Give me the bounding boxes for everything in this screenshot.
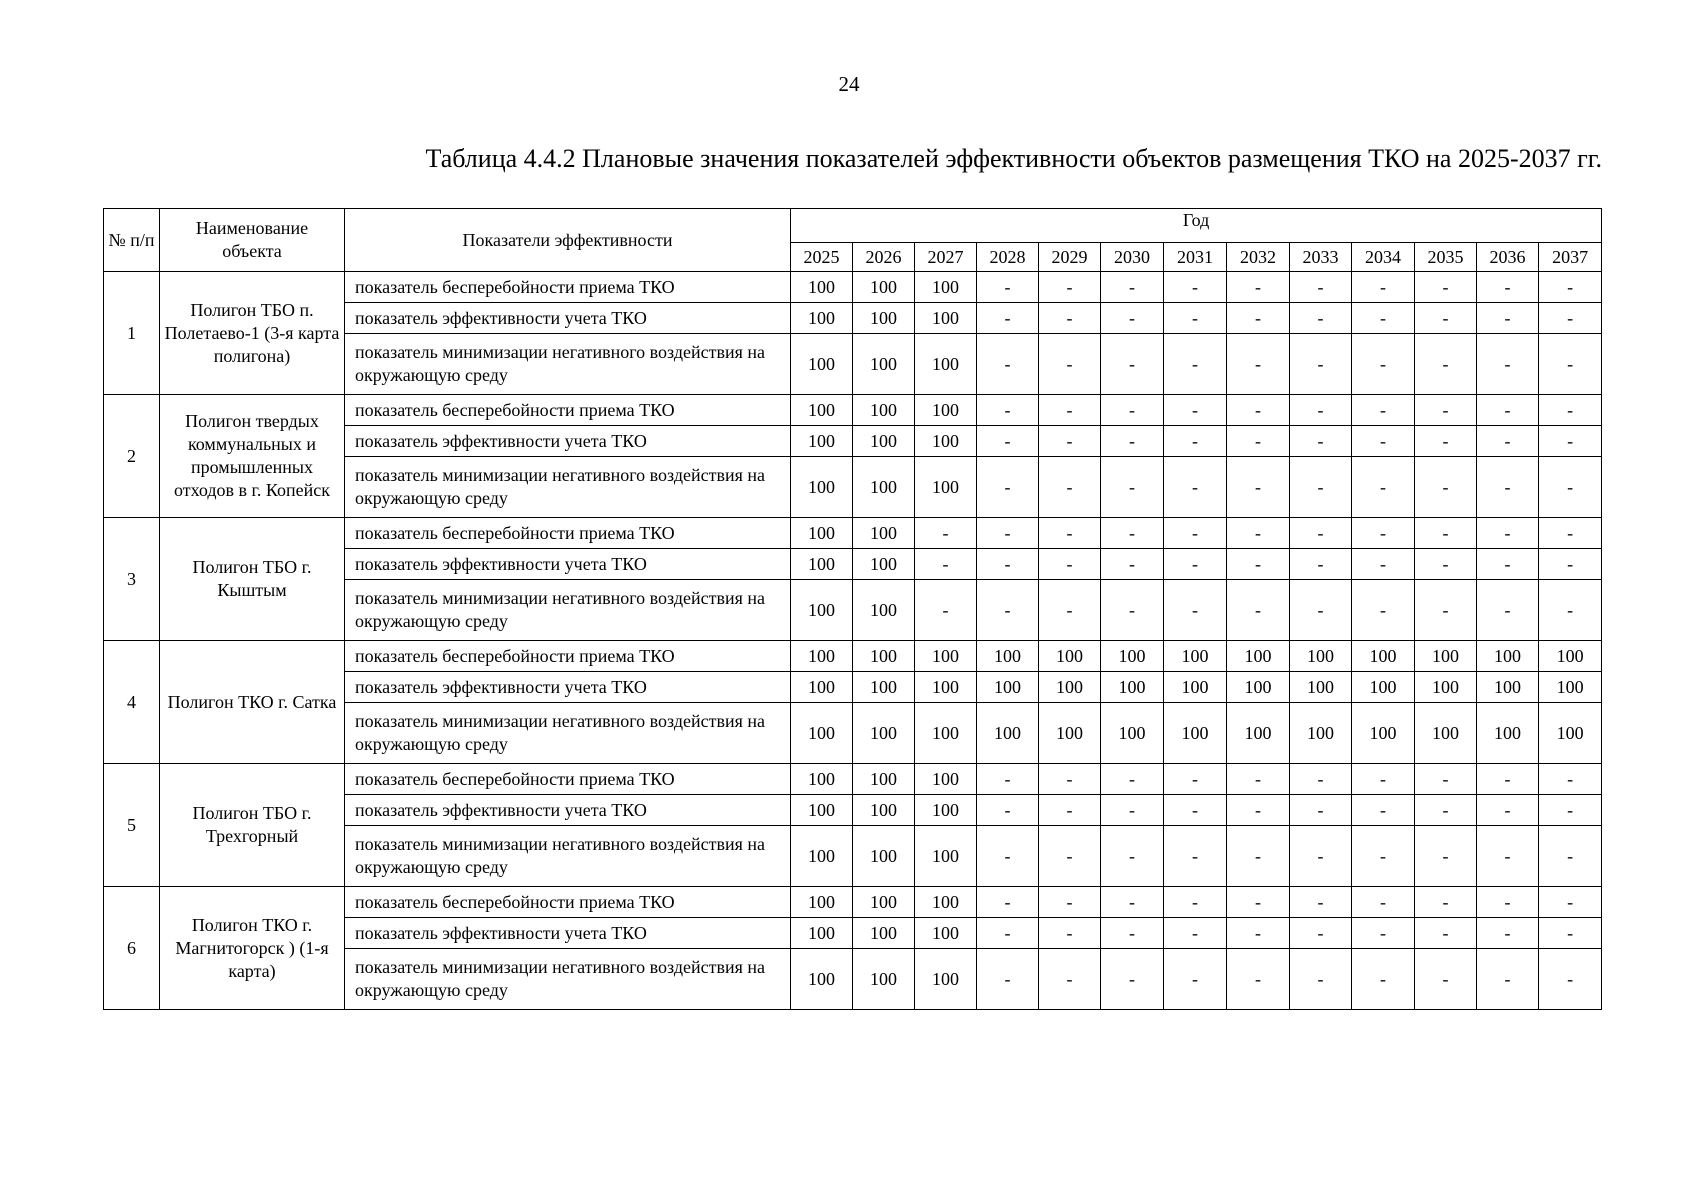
value-cell: - xyxy=(977,395,1039,426)
indicator-name: показатель эффективности учета ТКО xyxy=(345,549,791,580)
value-cell: - xyxy=(1352,426,1415,457)
value-cell: - xyxy=(1101,272,1164,303)
value-cell: 100 xyxy=(1539,641,1602,672)
indicator-name: показатель минимизации негативного воздействия на окружающую среду xyxy=(345,703,791,764)
value-cell: - xyxy=(1164,764,1227,795)
value-cell: - xyxy=(1039,518,1101,549)
value-cell: - xyxy=(1227,272,1290,303)
value-cell: - xyxy=(1477,457,1539,518)
value-cell: 100 xyxy=(915,272,977,303)
value-cell: - xyxy=(1477,795,1539,826)
value-cell: - xyxy=(1039,272,1101,303)
value-cell: 100 xyxy=(791,426,853,457)
value-cell: - xyxy=(977,887,1039,918)
table-row xyxy=(104,764,1602,795)
value-cell: - xyxy=(1164,272,1227,303)
indicator-name: показатель эффективности учета ТКО xyxy=(345,795,791,826)
value-cell: 100 xyxy=(1477,703,1539,764)
indicator-name: показатель бесперебойности приема ТКО xyxy=(345,887,791,918)
value-cell: 100 xyxy=(791,641,853,672)
value-cell: - xyxy=(1164,334,1227,395)
value-cell: - xyxy=(1164,795,1227,826)
value-cell: - xyxy=(1039,457,1101,518)
value-cell: - xyxy=(1039,580,1101,641)
value-cell: - xyxy=(977,518,1039,549)
value-cell: - xyxy=(977,457,1039,518)
value-cell: - xyxy=(1477,764,1539,795)
indicator-name: показатель бесперебойности приема ТКО xyxy=(345,641,791,672)
value-cell: 100 xyxy=(1164,672,1227,703)
value-cell: 100 xyxy=(853,703,915,764)
value-cell: - xyxy=(1477,549,1539,580)
value-cell: 100 xyxy=(1539,703,1602,764)
value-cell: - xyxy=(1290,826,1352,887)
value-cell: - xyxy=(1227,303,1290,334)
value-cell: - xyxy=(1415,549,1477,580)
value-cell: - xyxy=(1477,826,1539,887)
value-cell: 100 xyxy=(1415,703,1477,764)
value-cell: 100 xyxy=(915,887,977,918)
value-cell: - xyxy=(1227,457,1290,518)
object-name: Полигон ТКО г. Сатка xyxy=(160,641,345,764)
value-cell: - xyxy=(1539,303,1602,334)
value-cell: - xyxy=(1101,887,1164,918)
object-name: Полигон ТБО г. Кыштым xyxy=(160,518,345,641)
value-cell: - xyxy=(977,764,1039,795)
value-cell: - xyxy=(1227,826,1290,887)
value-cell: - xyxy=(1101,518,1164,549)
indicator-name: показатель эффективности учета ТКО xyxy=(345,918,791,949)
value-cell: 100 xyxy=(1290,703,1352,764)
value-cell: 100 xyxy=(1477,641,1539,672)
value-cell: - xyxy=(1039,334,1101,395)
value-cell: 100 xyxy=(1039,672,1101,703)
value-cell: - xyxy=(1539,272,1602,303)
value-cell: - xyxy=(1352,549,1415,580)
value-cell: 100 xyxy=(853,764,915,795)
value-cell: - xyxy=(1164,949,1227,1010)
value-cell: - xyxy=(1539,795,1602,826)
header-year: 2035 xyxy=(1415,243,1477,272)
value-cell: - xyxy=(1415,795,1477,826)
value-cell: - xyxy=(1101,764,1164,795)
object-name: Полигон ТБО п. Полетаево-1 (3-я карта полигона) xyxy=(160,272,345,395)
indicators-table xyxy=(103,208,1602,1010)
value-cell: - xyxy=(1039,549,1101,580)
value-cell: 100 xyxy=(1415,641,1477,672)
value-cell: - xyxy=(1539,549,1602,580)
object-number: 2 xyxy=(104,395,160,518)
object-name: Полигон ТКО г. Магнитогорск ) (1-я карта) xyxy=(160,887,345,1010)
value-cell: - xyxy=(1227,334,1290,395)
value-cell: - xyxy=(1352,764,1415,795)
value-cell: - xyxy=(1164,426,1227,457)
value-cell: 100 xyxy=(791,518,853,549)
value-cell: - xyxy=(1039,887,1101,918)
value-cell: 100 xyxy=(1352,641,1415,672)
value-cell: 100 xyxy=(915,764,977,795)
value-cell: 100 xyxy=(915,795,977,826)
header-row-1 xyxy=(104,209,1602,243)
value-cell: 100 xyxy=(1164,641,1227,672)
page-number: 24 xyxy=(838,72,860,96)
value-cell: 100 xyxy=(1039,703,1101,764)
header-year: 2036 xyxy=(1477,243,1539,272)
value-cell: - xyxy=(915,549,977,580)
value-cell: - xyxy=(1227,580,1290,641)
value-cell: - xyxy=(1164,457,1227,518)
value-cell: - xyxy=(1352,826,1415,887)
header-year: 2025 xyxy=(791,243,853,272)
value-cell: - xyxy=(977,795,1039,826)
value-cell: - xyxy=(977,272,1039,303)
value-cell: 100 xyxy=(977,641,1039,672)
value-cell: - xyxy=(1290,518,1352,549)
value-cell: - xyxy=(1352,457,1415,518)
object-name: Полигон ТБО г. Трехгорный xyxy=(160,764,345,887)
value-cell: 100 xyxy=(1101,672,1164,703)
value-cell: - xyxy=(1415,426,1477,457)
value-cell: 100 xyxy=(791,580,853,641)
value-cell: 100 xyxy=(791,887,853,918)
value-cell: 100 xyxy=(853,672,915,703)
object-name: Полигон твердых коммунальных и промышленных отходов в г. Копейск xyxy=(160,395,345,518)
value-cell: 100 xyxy=(915,395,977,426)
value-cell: - xyxy=(1290,272,1352,303)
value-cell: - xyxy=(1290,549,1352,580)
value-cell: - xyxy=(1415,918,1477,949)
value-cell: - xyxy=(1415,395,1477,426)
value-cell: - xyxy=(1039,826,1101,887)
value-cell: 100 xyxy=(1227,672,1290,703)
value-cell: - xyxy=(1227,949,1290,1010)
value-cell: - xyxy=(1101,334,1164,395)
header-year: 2034 xyxy=(1352,243,1415,272)
value-cell: - xyxy=(1477,580,1539,641)
value-cell: - xyxy=(1164,826,1227,887)
value-cell: 100 xyxy=(1352,703,1415,764)
value-cell: - xyxy=(1539,887,1602,918)
value-cell: 100 xyxy=(853,580,915,641)
value-cell: 100 xyxy=(1477,672,1539,703)
value-cell: 100 xyxy=(853,303,915,334)
value-cell: 100 xyxy=(1101,641,1164,672)
value-cell: - xyxy=(1539,334,1602,395)
value-cell: - xyxy=(977,949,1039,1010)
header-year: 2029 xyxy=(1039,243,1101,272)
indicator-name: показатель бесперебойности приема ТКО xyxy=(345,764,791,795)
indicator-name: показатель эффективности учета ТКО xyxy=(345,672,791,703)
value-cell: - xyxy=(1164,395,1227,426)
indicator-name: показатель минимизации негативного воздействия на окружающую среду xyxy=(345,457,791,518)
header-year: 2031 xyxy=(1164,243,1227,272)
value-cell: - xyxy=(977,826,1039,887)
indicator-name: показатель бесперебойности приема ТКО xyxy=(345,395,791,426)
value-cell: 100 xyxy=(1101,703,1164,764)
value-cell: 100 xyxy=(977,703,1039,764)
table-body xyxy=(104,272,1602,1010)
value-cell: - xyxy=(1539,426,1602,457)
table-caption: Таблица 4.4.2 Плановые значения показателей эффективности объектов размещения ТКО на 2025-2037 гг. xyxy=(425,144,1602,173)
value-cell: - xyxy=(1415,580,1477,641)
value-cell: 100 xyxy=(853,795,915,826)
header-year: 2030 xyxy=(1101,243,1164,272)
value-cell: 100 xyxy=(853,272,915,303)
value-cell: - xyxy=(1415,272,1477,303)
value-cell: - xyxy=(915,580,977,641)
value-cell: - xyxy=(1539,918,1602,949)
value-cell: 100 xyxy=(915,672,977,703)
value-cell: - xyxy=(1039,795,1101,826)
value-cell: 100 xyxy=(915,826,977,887)
table-row xyxy=(104,641,1602,672)
value-cell: - xyxy=(1290,395,1352,426)
value-cell: - xyxy=(1477,303,1539,334)
value-cell: - xyxy=(1290,887,1352,918)
value-cell: - xyxy=(1415,303,1477,334)
value-cell: - xyxy=(1415,457,1477,518)
value-cell: 100 xyxy=(791,303,853,334)
object-number: 1 xyxy=(104,272,160,395)
value-cell: - xyxy=(1415,334,1477,395)
value-cell: - xyxy=(1539,395,1602,426)
value-cell: - xyxy=(1415,949,1477,1010)
value-cell: - xyxy=(1227,549,1290,580)
value-cell: - xyxy=(1101,303,1164,334)
value-cell: - xyxy=(1290,949,1352,1010)
value-cell: 100 xyxy=(915,334,977,395)
value-cell: 100 xyxy=(791,334,853,395)
value-cell: - xyxy=(1477,426,1539,457)
value-cell: 100 xyxy=(1227,703,1290,764)
value-cell: 100 xyxy=(853,887,915,918)
value-cell: 100 xyxy=(1290,672,1352,703)
value-cell: - xyxy=(977,580,1039,641)
value-cell: 100 xyxy=(853,395,915,426)
indicator-name: показатель бесперебойности приема ТКО xyxy=(345,518,791,549)
value-cell: - xyxy=(1101,580,1164,641)
value-cell: 100 xyxy=(791,826,853,887)
value-cell: 100 xyxy=(791,949,853,1010)
value-cell: - xyxy=(1539,518,1602,549)
value-cell: - xyxy=(1039,303,1101,334)
value-cell: - xyxy=(977,549,1039,580)
value-cell: - xyxy=(1101,426,1164,457)
indicator-name: показатель минимизации негативного воздействия на окружающую среду xyxy=(345,580,791,641)
value-cell: 100 xyxy=(853,949,915,1010)
value-cell: - xyxy=(1164,918,1227,949)
value-cell: - xyxy=(1227,795,1290,826)
value-cell: - xyxy=(1352,303,1415,334)
value-cell: 100 xyxy=(1415,672,1477,703)
value-cell: - xyxy=(1477,887,1539,918)
value-cell: 100 xyxy=(853,518,915,549)
value-cell: - xyxy=(1227,426,1290,457)
value-cell: - xyxy=(1352,580,1415,641)
value-cell: - xyxy=(1539,457,1602,518)
value-cell: - xyxy=(1164,518,1227,549)
value-cell: - xyxy=(1539,764,1602,795)
value-cell: - xyxy=(1352,887,1415,918)
header-name: Наименование объекта xyxy=(160,209,345,272)
value-cell: - xyxy=(1290,764,1352,795)
value-cell: - xyxy=(1539,580,1602,641)
value-cell: 100 xyxy=(853,426,915,457)
value-cell: - xyxy=(1227,764,1290,795)
value-cell: - xyxy=(1415,887,1477,918)
value-cell: - xyxy=(1290,303,1352,334)
value-cell: - xyxy=(1290,918,1352,949)
value-cell: - xyxy=(1039,395,1101,426)
value-cell: 100 xyxy=(1352,672,1415,703)
value-cell: - xyxy=(1101,918,1164,949)
value-cell: - xyxy=(915,518,977,549)
value-cell: - xyxy=(1477,272,1539,303)
header-year: 2027 xyxy=(915,243,977,272)
value-cell: - xyxy=(977,303,1039,334)
header-indicators: Показатели эффективности xyxy=(345,209,791,272)
header-year: 2026 xyxy=(853,243,915,272)
value-cell: - xyxy=(1101,826,1164,887)
value-cell: 100 xyxy=(915,303,977,334)
value-cell: - xyxy=(1352,949,1415,1010)
value-cell: 100 xyxy=(1290,641,1352,672)
value-cell: 100 xyxy=(791,703,853,764)
object-number: 4 xyxy=(104,641,160,764)
header-year: 2033 xyxy=(1290,243,1352,272)
value-cell: 100 xyxy=(915,918,977,949)
value-cell: 100 xyxy=(791,795,853,826)
object-number: 5 xyxy=(104,764,160,887)
table-row xyxy=(104,272,1602,303)
value-cell: - xyxy=(977,426,1039,457)
value-cell: - xyxy=(1290,334,1352,395)
value-cell: 100 xyxy=(977,672,1039,703)
value-cell: 100 xyxy=(853,457,915,518)
value-cell: - xyxy=(1290,426,1352,457)
indicator-name: показатель минимизации негативного воздействия на окружающую среду xyxy=(345,949,791,1010)
object-number: 3 xyxy=(104,518,160,641)
value-cell: 100 xyxy=(1539,672,1602,703)
value-cell: - xyxy=(1164,303,1227,334)
value-cell: - xyxy=(1290,580,1352,641)
value-cell: - xyxy=(1477,518,1539,549)
value-cell: - xyxy=(1101,395,1164,426)
value-cell: - xyxy=(1039,426,1101,457)
indicator-name: показатель минимизации негативного воздействия на окружающую среду xyxy=(345,334,791,395)
value-cell: - xyxy=(1227,918,1290,949)
value-cell: 100 xyxy=(915,426,977,457)
value-cell: 100 xyxy=(1164,703,1227,764)
header-year: 2032 xyxy=(1227,243,1290,272)
value-cell: 100 xyxy=(853,334,915,395)
value-cell: - xyxy=(1039,949,1101,1010)
value-cell: - xyxy=(1164,580,1227,641)
value-cell: - xyxy=(1101,795,1164,826)
value-cell: - xyxy=(1477,334,1539,395)
value-cell: - xyxy=(1101,457,1164,518)
value-cell: 100 xyxy=(915,457,977,518)
value-cell: - xyxy=(1101,549,1164,580)
value-cell: - xyxy=(1164,887,1227,918)
header-year-group: Год xyxy=(791,209,1602,243)
value-cell: - xyxy=(1039,918,1101,949)
value-cell: - xyxy=(1227,395,1290,426)
value-cell: 100 xyxy=(853,549,915,580)
value-cell: - xyxy=(1477,395,1539,426)
value-cell: 100 xyxy=(791,918,853,949)
value-cell: 100 xyxy=(791,549,853,580)
value-cell: - xyxy=(1477,949,1539,1010)
value-cell: - xyxy=(1352,395,1415,426)
header-year: 2028 xyxy=(977,243,1039,272)
value-cell: - xyxy=(1290,795,1352,826)
indicator-name: показатель эффективности учета ТКО xyxy=(345,426,791,457)
value-cell: - xyxy=(1039,764,1101,795)
value-cell: 100 xyxy=(1227,641,1290,672)
value-cell: 100 xyxy=(915,641,977,672)
object-number: 6 xyxy=(104,887,160,1010)
value-cell: - xyxy=(1290,457,1352,518)
value-cell: 100 xyxy=(791,672,853,703)
value-cell: 100 xyxy=(853,918,915,949)
value-cell: - xyxy=(1227,518,1290,549)
value-cell: - xyxy=(1415,764,1477,795)
value-cell: 100 xyxy=(791,395,853,426)
indicator-name: показатель бесперебойности приема ТКО xyxy=(345,272,791,303)
value-cell: - xyxy=(1477,918,1539,949)
value-cell: 100 xyxy=(915,703,977,764)
value-cell: - xyxy=(1164,549,1227,580)
value-cell: - xyxy=(1539,949,1602,1010)
table-row xyxy=(104,887,1602,918)
indicator-name: показатель эффективности учета ТКО xyxy=(345,303,791,334)
value-cell: - xyxy=(1352,518,1415,549)
value-cell: 100 xyxy=(791,457,853,518)
value-cell: 100 xyxy=(791,764,853,795)
value-cell: - xyxy=(1415,518,1477,549)
header-year: 2037 xyxy=(1539,243,1602,272)
value-cell: - xyxy=(1539,826,1602,887)
value-cell: 100 xyxy=(1039,641,1101,672)
value-cell: - xyxy=(1101,949,1164,1010)
value-cell: - xyxy=(1352,795,1415,826)
value-cell: 100 xyxy=(853,641,915,672)
value-cell: - xyxy=(1352,334,1415,395)
value-cell: 100 xyxy=(853,826,915,887)
value-cell: - xyxy=(1415,826,1477,887)
value-cell: - xyxy=(1352,272,1415,303)
table-row xyxy=(104,518,1602,549)
value-cell: - xyxy=(977,918,1039,949)
value-cell: - xyxy=(1352,918,1415,949)
table-row xyxy=(104,395,1602,426)
value-cell: - xyxy=(1227,887,1290,918)
value-cell: 100 xyxy=(791,272,853,303)
header-num: № п/п xyxy=(104,209,160,272)
value-cell: - xyxy=(977,334,1039,395)
indicator-name: показатель минимизации негативного воздействия на окружающую среду xyxy=(345,826,791,887)
value-cell: 100 xyxy=(915,949,977,1010)
